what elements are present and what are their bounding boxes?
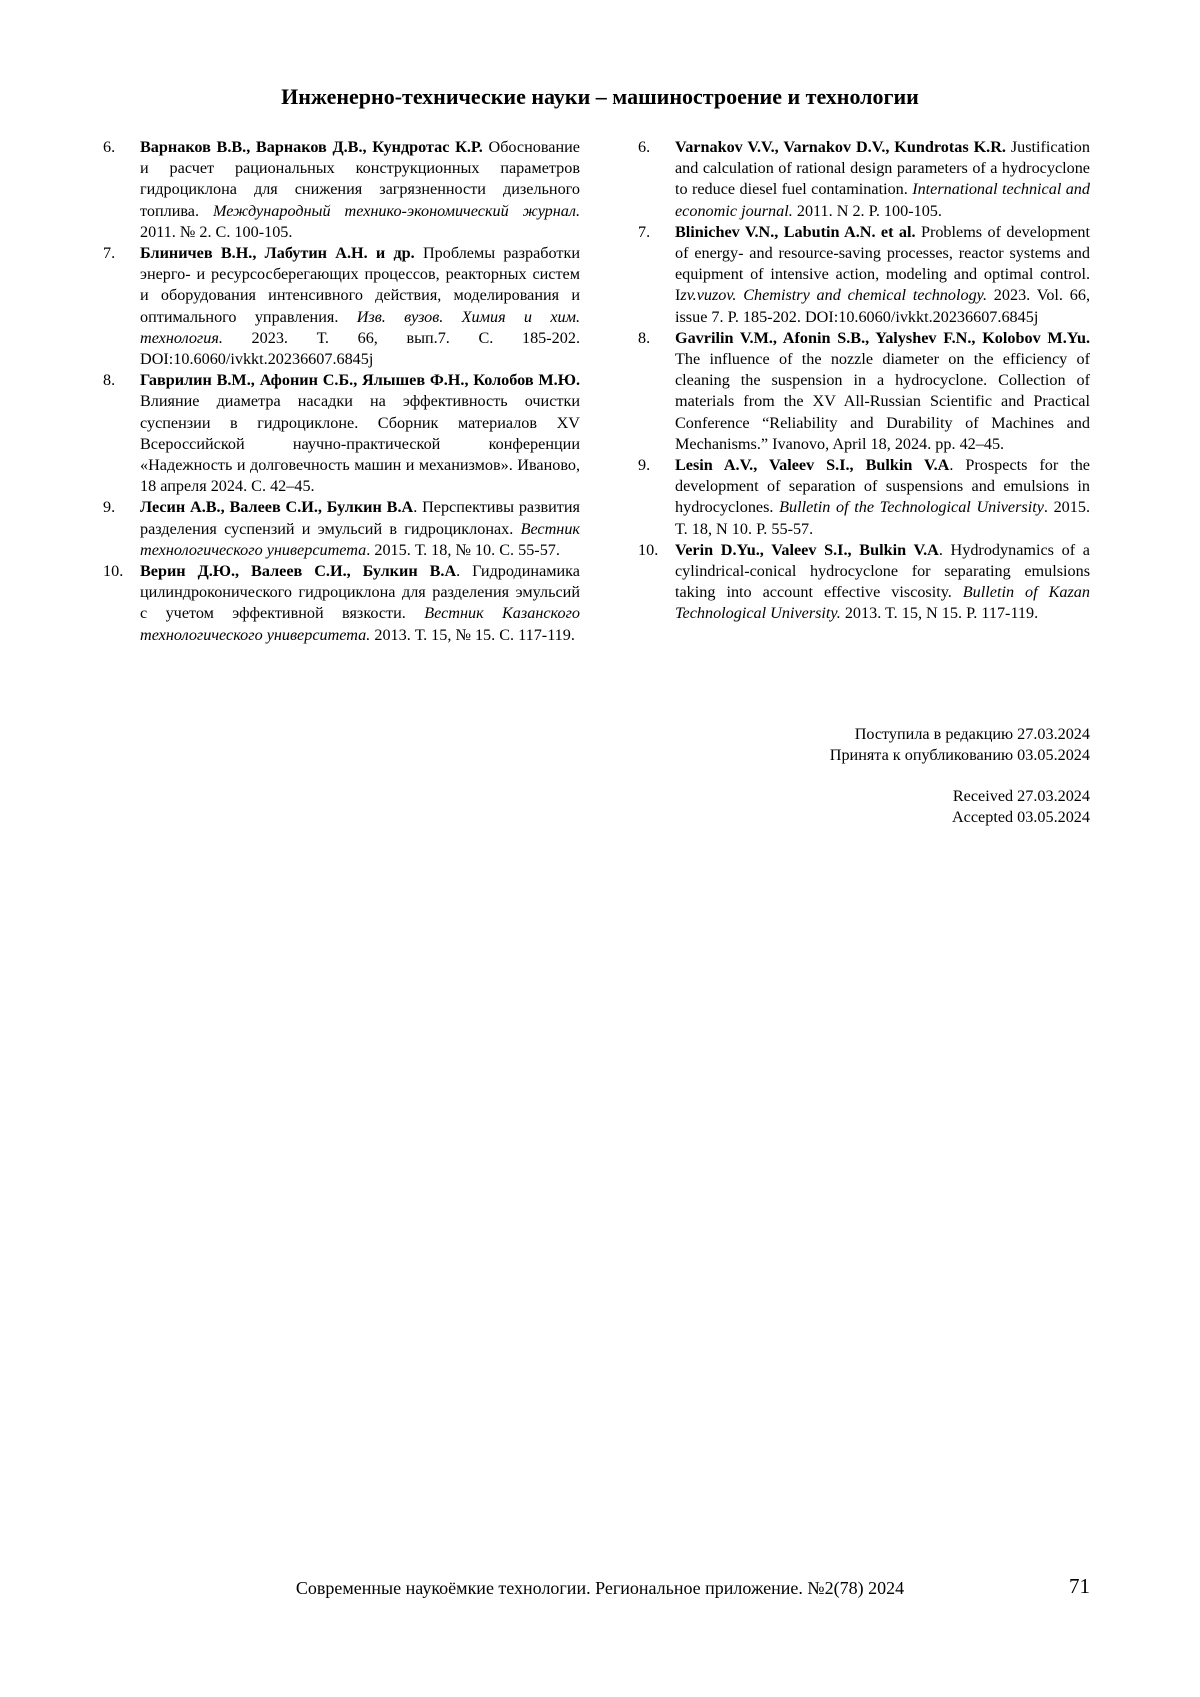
reference-number: 8. [638, 328, 651, 347]
reference-authors: Lesin A.V., Valeev S.I., Bulkin V.A [675, 456, 950, 475]
reference-number: 7. [103, 244, 116, 263]
reference-authors: Gavrilin V.M., Afonin S.B., Yalyshev F.N., Kolobov M.Yu. [675, 328, 1090, 347]
reference-details: 2023. Т. 66, вып.7. С. 185-202. DOI:10.6060/ivkkt.20236607.6845j [140, 328, 580, 369]
reference-number: 6. [103, 138, 116, 156]
reference-source: Международный технико-экономический журнал. [212, 201, 580, 220]
reference-item [638, 540, 1090, 625]
accepted-date-ru: Принята к опубликованию 03.05.2024 [829, 746, 1090, 765]
reference-title: . Гидродинамика цилиндроконического гидроциклона для разделения эмульсий с учетом эффективной вязкости. [140, 562, 580, 623]
reference-item [103, 243, 580, 370]
accepted-date-en: Accepted 03.05.2024 [951, 808, 1090, 827]
reference-text [140, 370, 580, 497]
reference-item [103, 561, 580, 646]
reference-authors: Лесин А.В., Валеев С.И., Булкин В.А [140, 498, 414, 517]
reference-text [140, 137, 580, 243]
page-number: 71 [1069, 1574, 1090, 1598]
footer-journal-title: Современные наукоёмкие технологии. Региональное приложение. №2(78) 2024 [295, 1578, 905, 1598]
reference-details: 2011. № 2. С. 100-105. [140, 222, 293, 241]
reference-authors: Verin D.Yu., Valeev S.I., Bulkin V.A [675, 540, 939, 559]
reference-text [140, 561, 580, 646]
reference-source: Bulletin of Kazan Technological University. [675, 583, 1090, 623]
reference-item [103, 497, 580, 561]
received-date-ru: Поступила в редакцию 27.03.2024 [854, 725, 1090, 743]
reference-number: 9. [638, 456, 651, 475]
received-date-en: Received 27.03.2024 [952, 787, 1090, 805]
reference-source: Bulletin of the Technological University [779, 498, 1044, 517]
reference-source: zv.vuzov. Chemistry and chemical technology. [680, 286, 988, 305]
reference-item [638, 455, 1090, 540]
reference-number: 8. [103, 371, 116, 390]
reference-source: Изв. вузов. Химия и хим. технология. [140, 307, 580, 347]
reference-title: Обоснование и расчет рациональных конструкционных параметров гидроциклона для снижения загрязненности дизельного топлива. [140, 138, 580, 220]
reference-authors: Варнаков В.В., Варнаков Д.В., Кундротас К.Р. [140, 138, 483, 156]
reference-details: . 2015. T. 18, N 10. P. 55-57. [675, 498, 1091, 538]
reference-details: 2023. Vol. 66, issue 7. P. 185-202. DOI:10.6060/ivkkt.20236607.6845j [675, 286, 1090, 326]
reference-item [638, 222, 1090, 328]
references-ru-column [103, 137, 580, 646]
reference-authors: Varnakov V.V., Varnakov D.V., Kundrotas K.R. [675, 138, 1006, 156]
reference-text [140, 243, 580, 370]
reference-number: 10. [638, 540, 659, 559]
reference-details: . 2015. Т. 18, № 10. С. 55-57. [366, 540, 560, 559]
reference-item [103, 137, 580, 243]
reference-title: . Prospects for the development of separation of suspensions and emulsions in hydrocyclones. [675, 456, 1090, 517]
reference-authors: Blinichev V.N., Labutin A.N. et al. [675, 222, 916, 241]
reference-text [675, 328, 1090, 455]
reference-source: Вестник Казанского технологического университета. [140, 604, 580, 644]
reference-item [638, 137, 1090, 222]
reference-text [675, 137, 1090, 222]
reference-number: 6. [638, 138, 651, 156]
reference-number: 9. [103, 498, 116, 517]
reference-authors: Блиничев В.Н., Лабутин А.Н. и др. [140, 244, 415, 263]
reference-title: Justification and calculation of rational design parameters of a hydrocyclone to reduce diesel fuel contamination. [675, 138, 1090, 199]
reference-title: . Hydrodynamics of a cylindrical-conical hydrocyclone for separating emulsions taking into account effective viscosity. [675, 540, 1090, 602]
running-header: Инженерно-технические науки – машиностроение и технологии [281, 84, 919, 109]
references-en-column [638, 137, 1090, 625]
reference-text [675, 455, 1090, 540]
reference-text [675, 222, 1090, 328]
reference-title: Влияние диаметра насадки на эффективность очистки суспензии в гидроциклоне. Сборник материалов XV Всероссийской научно-практической конференции «Надежность и долговечность машин и механизмов». Иваново, 18 апреля 2024. С. 42–45. [140, 392, 580, 496]
reference-details: 2011. N 2. P. 100-105. [792, 201, 942, 220]
reference-text [140, 497, 580, 561]
reference-authors: Верин Д.Ю., Валеев С.И., Булкин В.А [140, 562, 457, 581]
submission-dates-en [952, 786, 1090, 828]
reference-details: 2013. Т. 15, № 15. С. 117-119. [370, 625, 575, 644]
reference-source: Вестник технологического университета [140, 519, 580, 559]
reference-source: International technical and economic journal. [675, 180, 1090, 220]
reference-title: The influence of the nozzle diameter on the efficiency of cleaning the suspension in a hydrocyclone. Collection of materials from the XV All-Russian Scientific and Practical Conference “Reliability and Durability of Machines and Mechanisms.” Ivanovo, April 18, 2024. pp. 42–45. [675, 350, 1090, 453]
submission-dates-ru [830, 724, 1090, 766]
reference-authors: Гаврилин В.М., Афонин С.Б., Ялышев Ф.Н., Колобов М.Ю. [140, 371, 580, 390]
reference-item [103, 370, 580, 497]
reference-number: 10. [103, 562, 124, 581]
reference-title: Problems of development of energy- and resource-saving processes, reactor systems and equipment of intensive action, modeling and optimal control. I [675, 222, 1091, 305]
reference-details: 2013. T. 15, N 15. P. 117-119. [840, 604, 1039, 623]
reference-item [638, 328, 1090, 455]
reference-number: 7. [638, 222, 651, 241]
reference-text [675, 540, 1090, 625]
reference-title: . Перспективы развития разделения суспензий и эмульсий в гидроциклонах. [140, 498, 580, 538]
reference-title: Проблемы разработки энерго- и ресурсосберегающих процессов, реакторных систем и оборудования интенсивного действия, моделирования и оптимального управления. [140, 244, 581, 326]
